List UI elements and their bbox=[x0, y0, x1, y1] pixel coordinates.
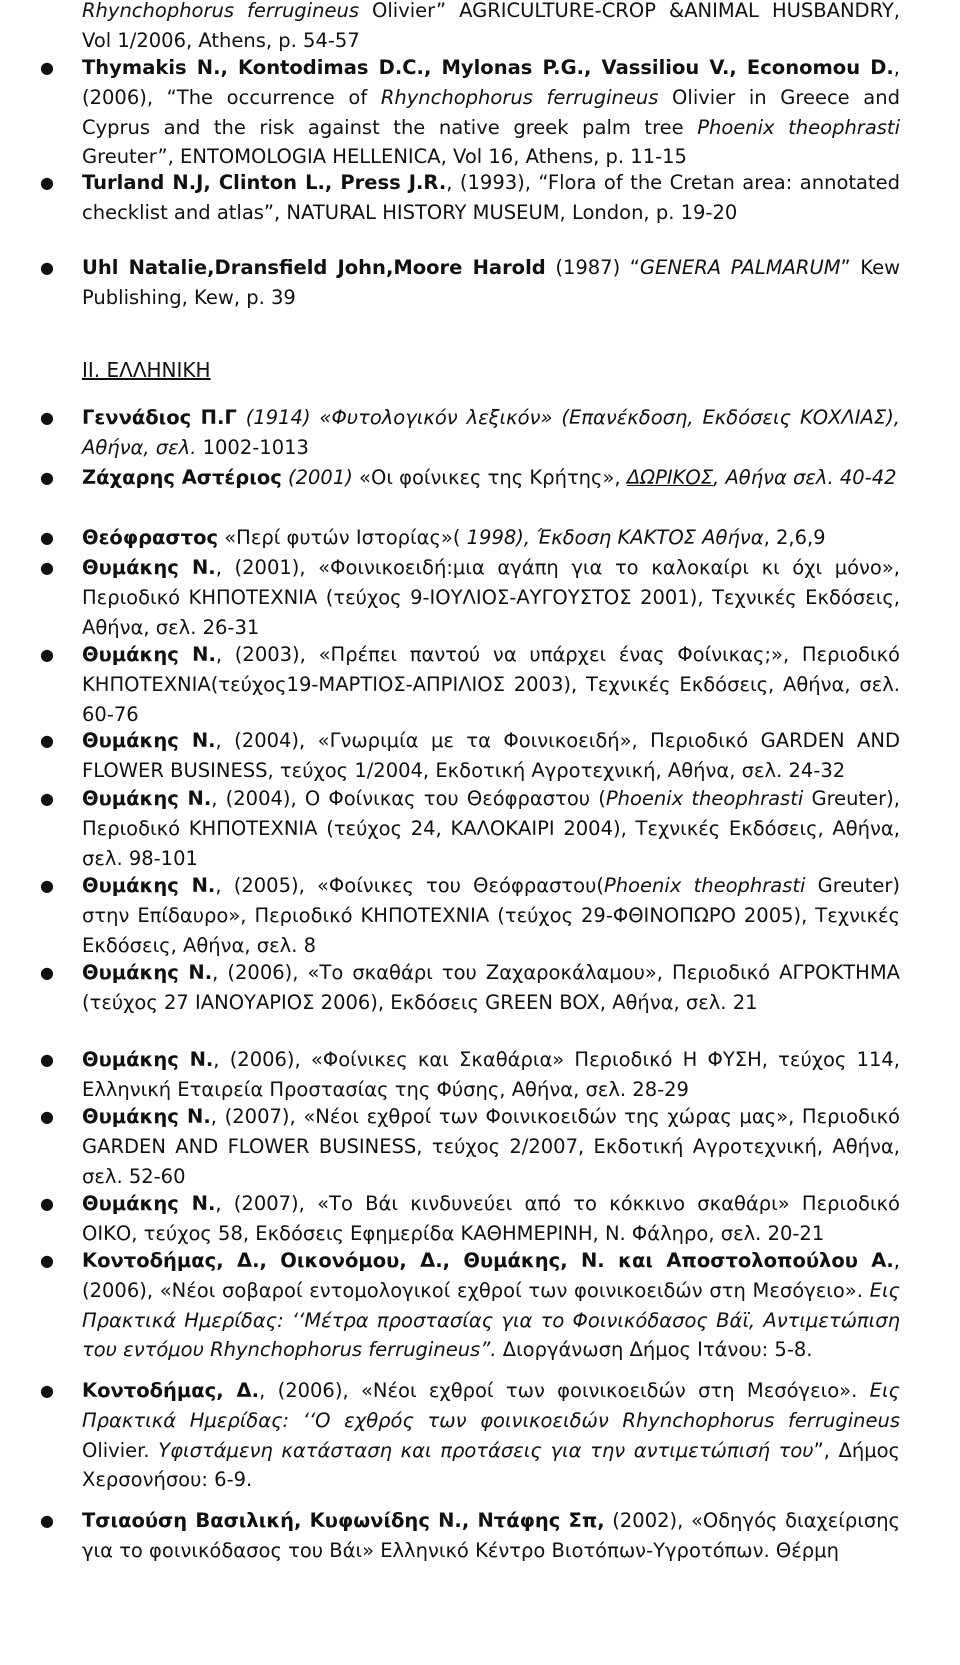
text-run: Θυμάκης Ν. bbox=[82, 556, 216, 579]
text-run: (1987) “ bbox=[545, 256, 640, 279]
greek-reference-entry bbox=[82, 553, 900, 642]
text-run: Rhynchophorus ferrugineus bbox=[380, 85, 659, 109]
section-title: II. ΕΛΛΗΝΙΚΗ bbox=[82, 358, 211, 382]
text-run: Olivier” AGRICULTURE-CROP &ANIMAL HUSBANDRY, Vol 1/2006, Athens, p. 54-57 bbox=[82, 0, 900, 52]
text-run: Olivier. bbox=[82, 1438, 159, 1462]
text-run: (1914) «Φυτολογικόν λεξικόν» (Επανέκδοση, Εκδόσεις ΚΟΧΛΙΑΣ), Αθήνα, σελ. bbox=[82, 406, 901, 459]
text-run: Θυμάκης Ν. bbox=[82, 1105, 211, 1128]
text-run: Θεόφραστος bbox=[82, 526, 219, 549]
greek-reference-entry bbox=[82, 1045, 900, 1105]
text-run: «Περί φυτών Ιστορίας»( bbox=[218, 526, 467, 549]
greek-reference-entry bbox=[82, 871, 900, 960]
text-run: , (2006), “The occurrence of bbox=[82, 56, 900, 109]
bullet-icon: ● bbox=[40, 1194, 54, 1213]
text-run: Εις Πρακτικά Ημερίδας: ‘‘Ο εχθρός των φοινικοειδών Rhynchophorus ferrugineus bbox=[82, 1379, 900, 1432]
text-run: ” Kew Publishing, Kew, p. 39 bbox=[82, 256, 901, 309]
text-run: Phoenix theophrasti bbox=[604, 874, 806, 897]
text-run: ”, Δήμος Χερσονήσου: 6-9. bbox=[82, 1438, 900, 1492]
bullet-icon: ● bbox=[40, 876, 54, 895]
bullet-icon: ● bbox=[40, 1107, 54, 1126]
text-run: Κοντοδήμας, Δ., Οικονόμου, Δ., Θυμάκης, Ν. και Αποστολοπούλου Α. bbox=[82, 1249, 894, 1272]
english-reference-entry bbox=[82, 53, 900, 172]
greek-reference-entry bbox=[82, 1189, 900, 1249]
text-run: , (2006), «Νέοι εχθροί των φοινικοειδών στη Μεσόγειο». bbox=[259, 1379, 870, 1402]
greek-reference-entry bbox=[82, 1102, 900, 1191]
text-run: ΔΩΡΙΚΟΣ bbox=[626, 466, 714, 489]
text-run: Θυμάκης Ν. bbox=[82, 643, 216, 666]
text-run: , Αθήνα σελ. 40-42 bbox=[713, 466, 897, 489]
text-run: , (2006), «Το σκαθάρι του Ζαχαροκάλαμου», Περιοδικό ΑΓΡΟΚΤΗΜΑ (τεύχος 27 ΙΑΝΟΥΑΡΙΟΣ 2006), Εκδόσεις GREEN BOX, Αθήνα, σελ. 21 bbox=[82, 961, 900, 1014]
bullet-icon: ● bbox=[40, 645, 54, 664]
text-run: Olivier in Greece and Cyprus and the risk against the native greek palm tree bbox=[82, 85, 900, 139]
greek-reference-entry bbox=[82, 640, 900, 729]
text-run: , (2001), «Φοινικοειδή:μια αγάπη για το καλοκαίρι κι όχι μόνο», Περιοδικό ΚΗΠΟΤΕΧΝΙΑ (τεύχος 9-ΙΟΥΛΙΟΣ-ΑΥΓΟΥΣΤΟΣ 2001), Τεχνικές Εκδόσεις, Αθήνα, σελ. 26-31 bbox=[82, 556, 900, 639]
bullet-icon: ● bbox=[40, 528, 54, 547]
reference-continuation bbox=[82, 0, 900, 56]
text-run: Τσιαούση Βασιλική, Κυφωνίδης Ν., Ντάφης Σπ, bbox=[82, 1509, 605, 1532]
text-run: , (2005), «Φοίνικες του Θεόφραστου( bbox=[215, 874, 604, 897]
bullet-icon: ● bbox=[40, 408, 54, 427]
greek-reference-entry bbox=[82, 1376, 900, 1495]
bullet-icon: ● bbox=[40, 258, 54, 277]
text-run: Phoenix theophrasti bbox=[697, 115, 900, 139]
text-run: Θυμάκης Ν. bbox=[82, 1048, 214, 1071]
text-run: Γεννάδιος Π.Γ bbox=[82, 406, 237, 429]
text-run: , (2003), «Πρέπει παντού να υπάρχει ένας Φοίνικας;», Περιοδικό ΚΗΠΟΤΕΧΝΙΑ(τεύχος19-ΜΑΡΤΙΟΣ-ΑΠΡΙΛΙΟΣ 2003), Τεχνικές Εκδόσεις, Αθήνα, σελ. 60-76 bbox=[82, 643, 900, 726]
text-run: , (2006), «Νέοι σοβαροί εντομολογικοί εχθροί των φοινικοειδών στη Μεσόγειο». bbox=[82, 1249, 900, 1302]
greek-reference-entry bbox=[82, 523, 900, 553]
greek-reference-entry bbox=[82, 958, 900, 1018]
bullet-icon: ● bbox=[40, 173, 54, 192]
text-run: Θυμάκης Ν. bbox=[82, 729, 216, 752]
text-run: Υφιστάμενη κατάσταση και προτάσεις για την αντιμετώπισή του bbox=[158, 1438, 814, 1462]
text-run: , (2006), «Φοίνικες και Σκαθάρια» Περιοδικό Η ΦΥΣΗ, τεύχος 114, Ελληνική Εταιρεία Προστασίας της Φύσης, Αθήνα, σελ. 28-29 bbox=[82, 1048, 900, 1101]
text-run: Κοντοδήμας, Δ. bbox=[82, 1379, 260, 1402]
text-run: Greuter), Περιοδικό ΚΗΠΟΤΕΧΝΙΑ (τεύχος 24, ΚΑΛΟΚΑΙΡΙ 2004), Τεχνικές Εκδόσεις, Αθήνα, σελ. 98-101 bbox=[82, 787, 900, 870]
text-run: GENERA PALMARUM bbox=[639, 256, 841, 279]
bullet-icon: ● bbox=[40, 963, 54, 982]
text-run: , (2004), «Γνωριμία με τα Φοινικοειδή», Περιοδικό GARDEN AND FLOWER BUSINESS, τεύχος 1/2004, Εκδοτική Αγροτεχνική, Αθήνα, σελ. 24-32 bbox=[82, 729, 900, 782]
bullet-icon: ● bbox=[40, 731, 54, 750]
text-run: , (1993), “Flora of the Cretan area: annotated checklist and atlas”, NATURAL HISTORY MUSEUM, London, p. 19-20 bbox=[82, 171, 901, 224]
text-run: Θυμάκης Ν. bbox=[82, 874, 216, 897]
text-run: Thymakis N., Kontodimas D.C., Mylonas P.G., Vassiliou V., Economou D. bbox=[82, 56, 894, 79]
bullet-icon: ● bbox=[40, 558, 54, 577]
text-run: Ζάχαρης Αστέριος bbox=[82, 466, 282, 489]
text-run: Turland N.J, Clinton L., Press J.R. bbox=[82, 171, 447, 194]
greek-reference-entry bbox=[82, 726, 900, 786]
text-run: Greuter) στην Επίδαυρο», Περιοδικό ΚΗΠΟΤΕΧΝΙΑ (τεύχος 29-ΦΘΙΝΟΠΩΡΟ 2005), Τεχνικές Εκδόσεις, Αθήνα, σελ. 8 bbox=[82, 874, 900, 957]
bullet-icon: ● bbox=[40, 1511, 54, 1530]
text-run: (2002), «Οδηγός διαχείρισης για το φοινικόδασος του Βάι» Ελληνικό Κέντρο Βιοτόπων-Υγροτόπων. Θέρμη bbox=[82, 1509, 900, 1562]
text-run: , (2007), «Το Βάι κινδυνεύει από το κόκκινο σκαθάρι» Περιοδικό ΟΙΚΟ, τεύχος 58, Εκδόσεις Εφημερίδα ΚΑΘΗΜΕΡΙΝΗ, Ν. Φάληρο, σελ. 20-21 bbox=[82, 1192, 900, 1245]
text-run: 1998), Έκδοση ΚΑΚΤΟΣ Αθήνα bbox=[466, 526, 764, 549]
text-run: Θυμάκης Ν. bbox=[82, 787, 212, 810]
text-run: Θυμάκης Ν. bbox=[82, 1192, 216, 1215]
greek-reference-entry bbox=[82, 1246, 900, 1365]
text-run: Rhynchophorus ferrugineus bbox=[82, 0, 359, 22]
greek-reference-entry bbox=[82, 784, 900, 873]
bullet-icon: ● bbox=[40, 1251, 54, 1270]
bullet-icon: ● bbox=[40, 58, 54, 77]
text-run: Εις Πρακτικά Ημερίδας: ‘‘Μέτρα προστασίας για το Φοινικόδασος Βάϊ, Αντιμετώπιση του εντόμου Rhynchophorus ferrugineus”. bbox=[82, 1278, 900, 1362]
text-run: , (2007), «Νέοι εχθροί των Φοινικοειδών της χώρας μας», Περιοδικό GARDEN AND FLOWER BUSINESS, τεύχος 2/2007, Εκδοτική Αγροτεχνική, Αθήνα, σελ. 52-60 bbox=[82, 1105, 900, 1188]
text-run: 1002-1013 bbox=[196, 435, 309, 459]
text-run: Διοργάνωση Δήμος Ιτάνου: 5-8. bbox=[496, 1338, 813, 1362]
text-run: Phoenix theophrasti bbox=[605, 787, 804, 810]
bullet-icon: ● bbox=[40, 789, 54, 808]
text-run: , (2004), Ο Φοίνικας του Θεόφραστου ( bbox=[211, 787, 606, 810]
text-run: Uhl Natalie,Dransfield John,Moore Harold bbox=[82, 256, 546, 279]
text-run: Θυμάκης Ν. bbox=[82, 961, 213, 984]
text-run: , 2,6,9 bbox=[763, 526, 826, 549]
greek-reference-entry bbox=[82, 1506, 900, 1566]
greek-reference-entry bbox=[82, 463, 900, 493]
text-run: (2001) bbox=[288, 466, 353, 489]
text-run: Greuter”, ENTOMOLOGIA HELLENICA, Vol 16, Athens, p. 11-15 bbox=[82, 145, 687, 169]
text-run: «Οι φοίνικες της Κρήτης», bbox=[352, 466, 627, 489]
bullet-icon: ● bbox=[40, 1381, 54, 1400]
bullet-icon: ● bbox=[40, 1050, 54, 1069]
bullet-icon: ● bbox=[40, 468, 54, 487]
english-reference-entry bbox=[82, 168, 900, 228]
greek-reference-entry bbox=[82, 403, 900, 463]
english-reference-entry bbox=[82, 253, 900, 313]
